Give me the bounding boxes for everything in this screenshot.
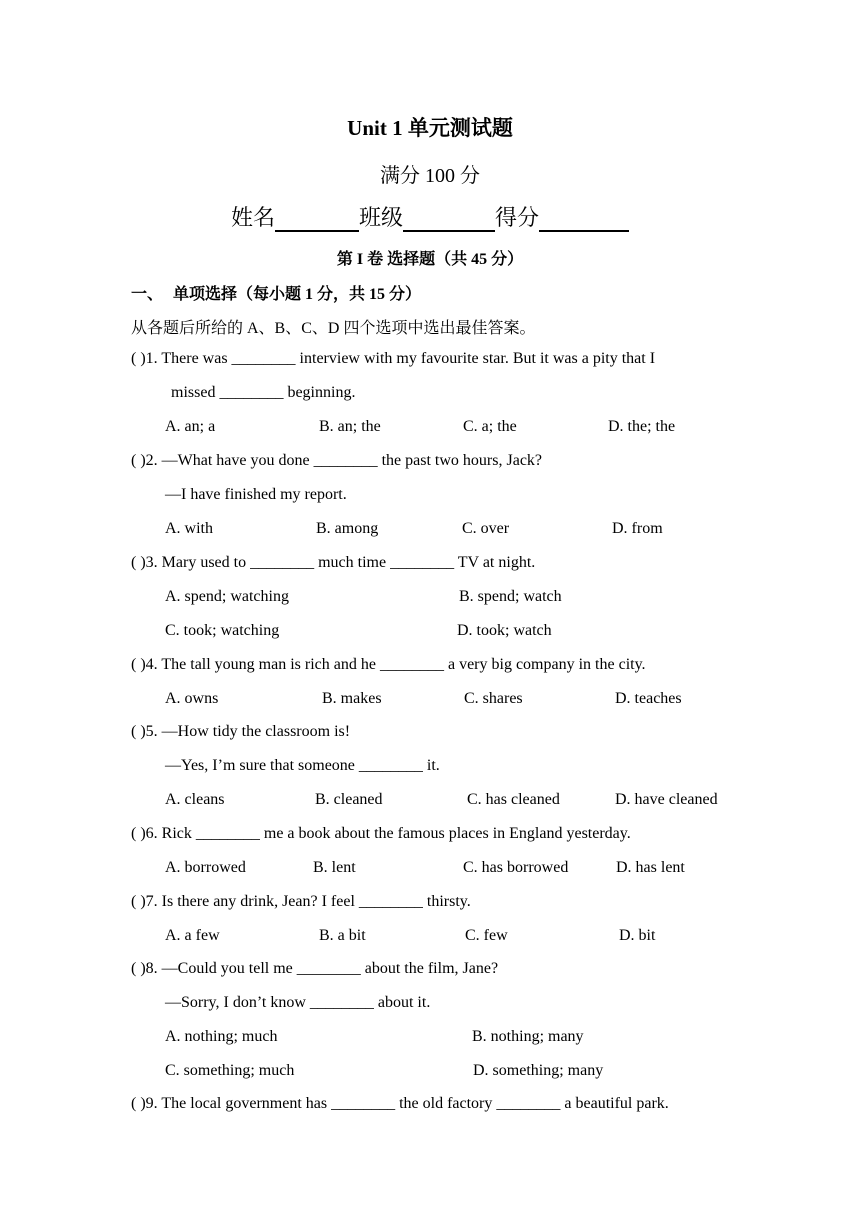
part-heading <box>131 281 421 304</box>
student-info-row <box>0 201 860 232</box>
section-title: 第 I 卷 选择题（共 45 分） <box>336 251 524 268</box>
question-3-option-d[interactable]: D. took; watch <box>457 622 552 639</box>
question-5-stem: ( )5. —How tidy the classroom is! <box>131 723 351 740</box>
question-2-reply: —I have finished my report. <box>165 486 347 503</box>
question-8-option-d[interactable]: D. something; many <box>473 1062 604 1079</box>
question-5-option-b[interactable]: B. cleaned <box>315 791 383 808</box>
part-number: 一、 <box>131 286 164 303</box>
score-label: 得分 <box>495 205 540 230</box>
question-6-option-a[interactable]: A. borrowed <box>165 859 246 876</box>
question-4-option-c[interactable]: C. shares <box>464 690 523 707</box>
question-3-option-a[interactable]: A. spend; watching <box>165 588 289 605</box>
question-9-stem: ( )9. The local government has ________ the old factory ________ a beautiful park. <box>131 1095 669 1112</box>
question-1-option-a[interactable]: A. an; a <box>165 418 216 435</box>
question-1-stem: ( )1. There was ________ interview with my favourite star. But it was a pity that I <box>131 350 656 367</box>
question-1-option-b[interactable]: B. an; the <box>319 418 381 435</box>
score-blank[interactable] <box>539 208 629 232</box>
class-label: 班级 <box>358 205 403 230</box>
question-4-option-d[interactable]: D. teaches <box>615 690 682 707</box>
question-2-option-a[interactable]: A. with <box>165 520 213 537</box>
question-3-stem: ( )3. Mary used to ________ much time ________ TV at night. <box>131 554 536 571</box>
question-5-reply: —Yes, I’m sure that someone ________ it. <box>165 757 440 774</box>
question-8-option-c[interactable]: C. something; much <box>165 1062 295 1079</box>
question-6-option-d[interactable]: D. has lent <box>616 859 685 876</box>
question-5-option-d[interactable]: D. have cleaned <box>615 791 718 808</box>
question-3-option-b[interactable]: B. spend; watch <box>459 588 562 605</box>
class-blank[interactable] <box>403 208 495 232</box>
question-1-option-d[interactable]: D. the; the <box>608 418 676 435</box>
instruction-text: 从各题后所给的 A、B、C、D 四个选项中选出最佳答案。 <box>131 320 536 337</box>
question-5-option-c[interactable]: C. has cleaned <box>467 791 560 808</box>
question-2-option-c[interactable]: C. over <box>462 520 510 537</box>
question-4-stem: ( )4. The tall young man is rich and he ________ a very big company in the city. <box>131 656 646 673</box>
full-score: 满分 100 分 <box>380 165 480 187</box>
question-6-stem: ( )6. Rick ________ me a book about the famous places in England yesterday. <box>131 825 631 842</box>
question-8-option-a[interactable]: A. nothing; much <box>165 1028 278 1045</box>
question-2-option-d[interactable]: D. from <box>612 520 663 537</box>
page-title: Unit 1 单元测试题 <box>347 116 513 140</box>
question-8-stem: ( )8. —Could you tell me ________ about the film, Jane? <box>131 960 499 977</box>
question-1-option-c[interactable]: C. a; the <box>463 418 517 435</box>
name-label: 姓名 <box>230 205 275 230</box>
question-3-option-c[interactable]: C. took; watching <box>165 622 280 639</box>
question-4-option-b[interactable]: B. makes <box>322 690 382 707</box>
question-8-reply: —Sorry, I don’t know ________ about it. <box>165 994 431 1011</box>
part-title: 单项选择（每小题 1 分，共 15 分） <box>173 286 422 303</box>
question-7-option-d[interactable]: D. bit <box>619 927 656 944</box>
question-6-option-b[interactable]: B. lent <box>313 859 356 876</box>
question-1-stem-cont: missed ________ beginning. <box>171 384 356 401</box>
question-7-option-b[interactable]: B. a bit <box>319 927 366 944</box>
question-8-option-b[interactable]: B. nothing; many <box>472 1028 584 1045</box>
question-5-option-a[interactable]: A. cleans <box>165 791 225 808</box>
question-7-option-c[interactable]: C. few <box>465 927 508 944</box>
question-2-stem: ( )2. —What have you done ________ the past two hours, Jack? <box>131 452 543 469</box>
question-6-option-c[interactable]: C. has borrowed <box>463 859 569 876</box>
question-7-stem: ( )7. Is there any drink, Jean? I feel ________ thirsty. <box>131 893 471 910</box>
question-4-option-a[interactable]: A. owns <box>165 690 219 707</box>
question-7-option-a[interactable]: A. a few <box>165 927 220 944</box>
question-2-option-b[interactable]: B. among <box>316 520 379 537</box>
name-blank[interactable] <box>275 208 359 232</box>
